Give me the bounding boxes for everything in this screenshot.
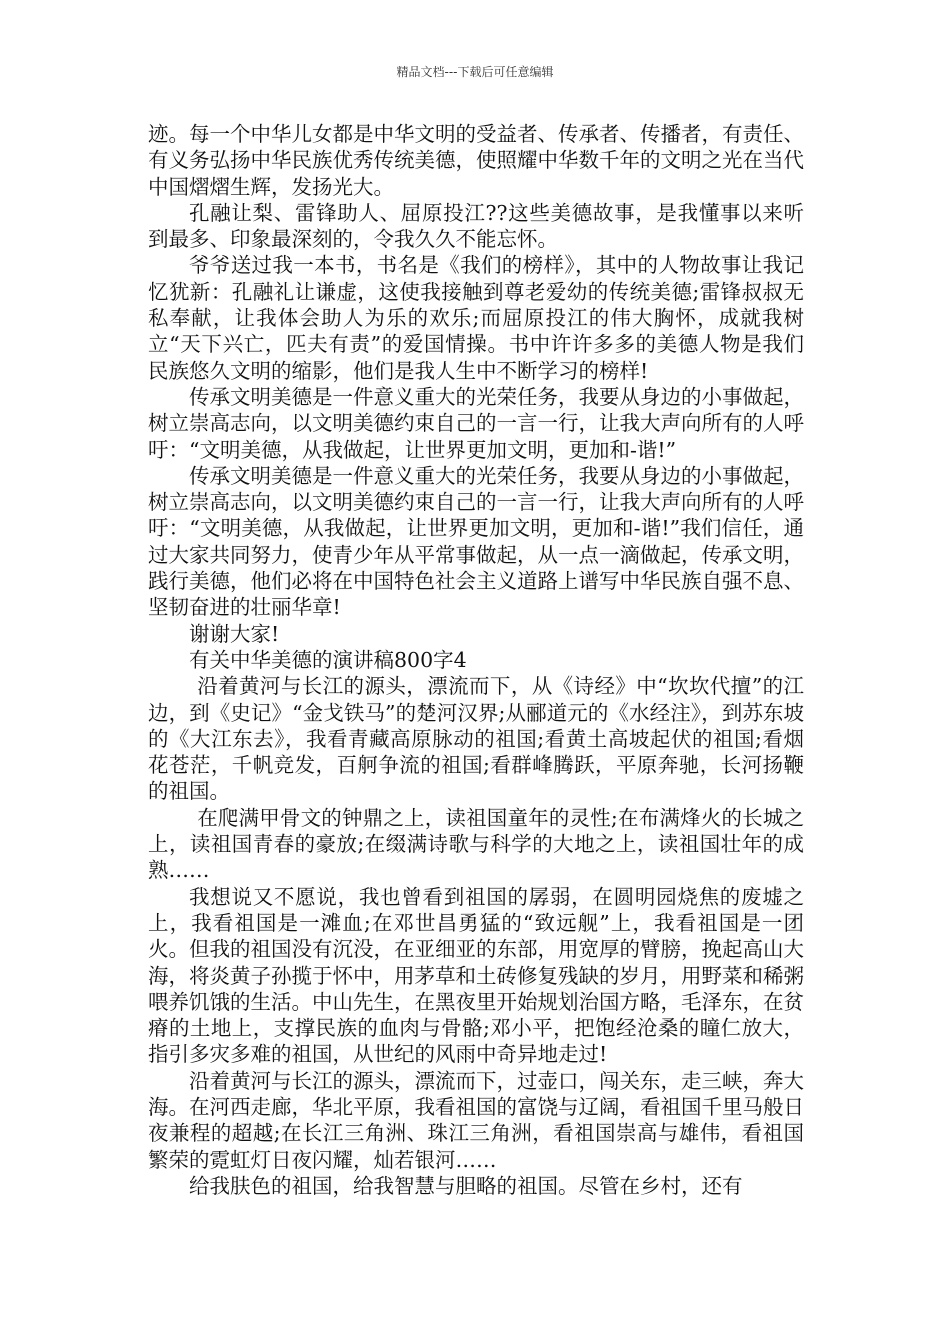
- paragraph: 孔融让梨、雷锋助人、屈原投江??这些美德故事，是我懂事以来听到最多、印象最深刻的，令我久久不能忘怀。: [148, 200, 804, 252]
- paragraph: 迹。每一个中华儿女都是中华文明的受益者、传承者、传播者，有责任、有义务弘扬中华民族优秀传统美德，使照耀中华数千年的文明之光在当代中国熠熠生辉，发扬光大。: [148, 122, 804, 199]
- paragraph: 传承文明美德是一件意义重大的光荣任务，我要从身边的小事做起，树立崇高志向，以文明美德约束自己的一言一行，让我大声向所有的人呼吁：“文明美德，从我做起，让世界更加文明，更加和-谐!”: [148, 384, 804, 462]
- paragraph: 在爬满甲骨文的钟鼎之上，读祖国童年的灵性;在布满烽火的长城之上，读祖国青春的豪放;在缀满诗歌与科学的大地之上，读祖国壮年的成熟……: [148, 805, 804, 883]
- paragraph: 沿着黄河与长江的源头，漂流而下，从《诗经》中“坎坎代擅”的江边，到《史记》“金戈铁马”的楚河汉界;从郦道元的《水经注》，到苏东坡的《大江东去》，我看青藏高原脉动的祖国;看黄土高坡起伏的祖国;看烟花苍茫，千帆竞发，百舸争流的祖国;看群峰腾跃，平原奔驰，长河扬鞭的祖国。: [148, 674, 804, 804]
- paragraph: 给我肤色的祖国，给我智慧与胆略的祖国。尽管在乡村，还有: [189, 1173, 743, 1198]
- paragraph: 谢谢大家!: [189, 621, 280, 646]
- paragraph: 沿着黄河与长江的源头，漂流而下，过壶口，闯关东，走三峡，奔大海。在河西走廊，华北平原，我看祖国的富饶与辽阔，看祖国千里马般日夜兼程的超越;在长江三角洲、珠江三角洲，看祖国崇高与雄伟，看祖国繁荣的霓虹灯日夜闪耀，灿若银河……: [148, 1068, 804, 1172]
- section-title: 有关中华美德的演讲稿800字4: [189, 647, 467, 672]
- page-header: 精品文档---下载后可任意编辑: [396, 65, 554, 79]
- paragraph: 我想说又不愿说，我也曾看到祖国的孱弱，在圆明园烧焦的废墟之上，我看祖国是一滩血;在邓世昌勇猛的“致远舰”上，我看祖国是一团火。但我的祖国没有沉没，在亚细亚的东部，用宽厚的臂膀，挽起高山大海，将炎黄子孙揽于怀中，用茅草和土砖修复残缺的岁月，用野菜和稀粥喂养饥饿的生活。中山先生，在黑夜里开始规划治国方略，毛泽东，在贫瘠的土地上，支撑民族的血肉与骨骼;邓小平，把饱经沧桑的瞳仁放大，指引多灾多难的祖国，从世纪的风雨中奇异地走过!: [148, 884, 804, 1067]
- document-body: [148, 121, 804, 1199]
- paragraph: 爷爷送过我一本书，书名是《我们的榜样》，其中的人物故事让我记忆犹新：孔融礼让谦虚，这使我接触到尊老爱幼的传统美德;雷锋叔叔无私奉献，让我体会助人为乐的欢乐;而屈原投江的伟大胸怀，成就我树立“天下兴亡，匹夫有责”的爱国情操。书中许许多多的美德人物是我们民族悠久文明的缩影，他们是我人生中不断学习的榜样!: [148, 253, 804, 383]
- paragraph: 传承文明美德是一件意义重大的光荣任务，我要从身边的小事做起，树立崇高志向，以文明美德约束自己的一言一行，让我大声向所有的人呼吁：“文明美德，从我做起，让世界更加文明，更加和-谐!”我们信任，通过大家共同努力，使青少年从平常事做起，从一点一滴做起，传承文明，践行美德，他们必将在中国特色社会主义道路上谱写中华民族自强不息、坚韧奋进的壮丽华章!: [148, 463, 804, 620]
